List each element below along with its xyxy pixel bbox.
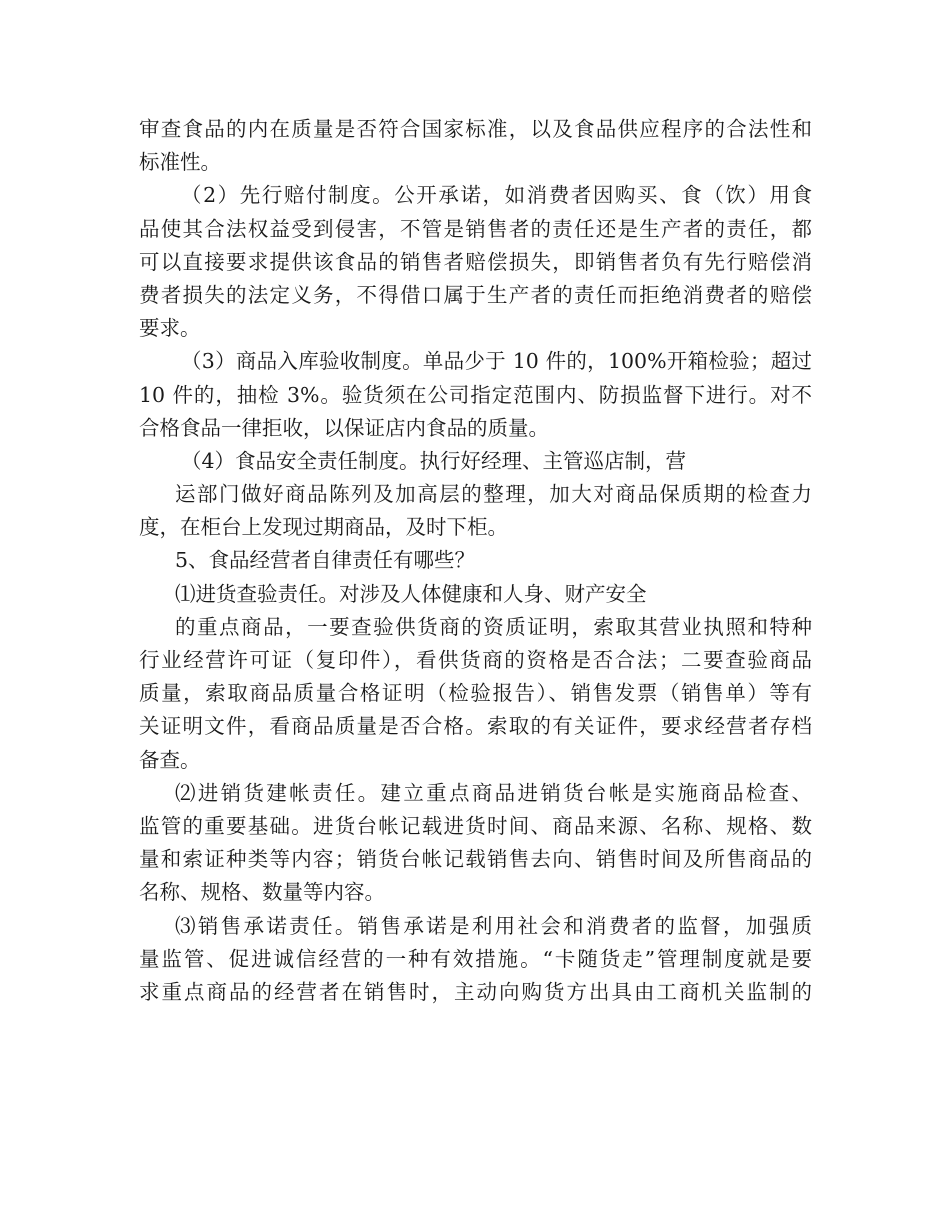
text-line: （2）先行赔付制度。公开承诺，如消费者因购买、食（饮）用食 [181, 183, 812, 208]
text-line: 求重点商品的经营者在销售时，主动向购货方出具由工商机关监制的 [139, 979, 812, 1004]
text-line: 质量，索取商品质量合格证明（检验报告）、销售发票（销售单）等有 [139, 681, 812, 706]
text-line: 名称、规格、数量等内容。 [139, 880, 385, 905]
text-line: 标准性。 [139, 150, 221, 175]
text-line: 运部门做好商品陈列及加高层的整理，加大对商品保质期的检查力 [175, 482, 812, 507]
text-line: 行业经营许可证（复印件），看供货商的资格是否合法；二要查验商品 [139, 648, 812, 672]
text-line: 量和索证种类等内容；销货台帐记载销售去向、销售时间及所售商品的 [139, 847, 812, 872]
text-line: （3）商品入库验收制度。单品少于 10 件的，100%开箱检验；超过 [181, 349, 812, 374]
text-line: 可以直接要求提供该食品的销售者赔偿损失，即销售者负有先行赔偿消 [139, 249, 812, 274]
text-line: 关证明文件，看商品质量是否合格。索取的有关证件，要求经营者存档 [139, 714, 812, 739]
text-line: 10 件的，抽检 3%。验货须在公司指定范围内、防损监督下进行。对不 [139, 382, 812, 407]
text-line: ⑴进货查验责任。对涉及人体健康和人身、财产安全 [175, 581, 647, 606]
text-line: （4）食品安全责任制度。执行好经理、主管巡店制，营 [181, 448, 687, 473]
text-line: ⑶销售承诺责任。销售承诺是利用社会和消费者的监督，加强质 [175, 913, 812, 938]
text-line: 监管的重要基础。进货台帐记载进货时间、商品来源、名称、规格、数 [139, 813, 812, 838]
text-line: 5、食品经营者自律责任有哪些？ [175, 548, 476, 573]
text-line: 合格食品一律拒收，以保证店内食品的质量。 [139, 415, 549, 440]
text-line: 量监管、促进诚信经营的一种有效措施。“卡随货走”管理制度就是要 [139, 946, 812, 971]
text-line: 要求。 [139, 316, 201, 341]
text-line: 品使其合法权益受到侵害，不管是销售者的责任还是生产者的责任，都 [139, 216, 812, 241]
text-line: 度，在柜台上发现过期商品，及时下柜。 [139, 515, 508, 540]
body-text [139, 113, 812, 1009]
text-line: ⑵进销货建帐责任。建立重点商品进销货台帐是实施商品检查、 [175, 780, 812, 805]
text-line: 审查食品的内在质量是否符合国家标准，以及食品供应程序的合法性和 [139, 117, 812, 141]
text-line: 备查。 [139, 747, 201, 772]
text-line: 的重点商品，一要查验供货商的资质证明，索取其营业执照和特种 [175, 614, 812, 639]
text-line: 费者损失的法定义务，不得借口属于生产者的责任而拒绝消费者的赔偿 [139, 282, 812, 307]
